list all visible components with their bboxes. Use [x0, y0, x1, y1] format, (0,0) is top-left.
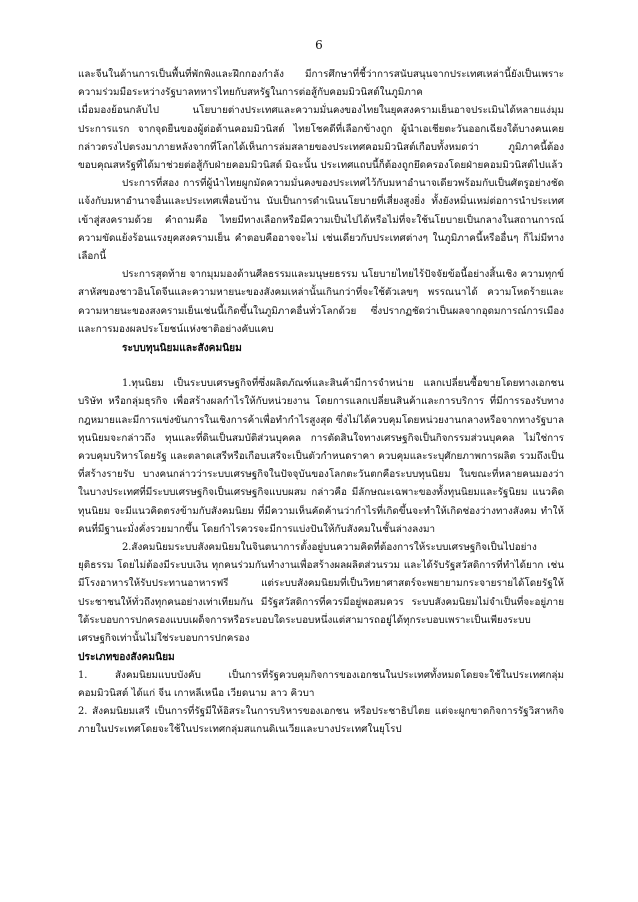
list-item-liberal-socialism: 2. สังคมนิยมเสรี เป็นการที่รัฐมีให้อิสระในการบริหารของเอกชน หรือประชาธิปไตย แต่จะผูกขาดกิจการรัฐวิสาหกิจภายในประเทศโดยจะใช้ในประเทศกลุ่มสแกนดิเนเวียและบางประเทศในยุโรป	[78, 705, 564, 736]
page-content	[78, 66, 564, 739]
page-number: 6	[315, 38, 323, 52]
section-heading-capitalism-socialism: ระบบทุนนิยมและสังคมนิยม	[122, 342, 242, 355]
section-heading-types: ประเภทของสังคมนิยม	[78, 651, 175, 664]
spacer	[78, 357, 564, 375]
paragraph-retrospective: เมื่อมองย้อนกลับไป นโยบายต่างประเทศและความมั่นคงของไทยในยุคสงครามเย็นอาจประเมินได้หลายแง่มุม ประการแรก จากจุดยืนของผู้ต่อต้านคอมมิวนิสต์ ไทยโชคดีที่เลือกข้างถูก ผู้นำเอเชียตะวันออกเฉียงใต้บางคนเคยกล่าวตรงไปตรงมาภายหลังจากที่โลกได้เห็นการล่มสลายของประเทศคอมมิวนิสต์เกือบทั้งหมดว่า ภูมิภาคนี้ต้องขอบคุณสหรัฐที่ได้มาช่วยต่อสู้กับฝ่ายคอมมิวนิสต์ มิฉะนั้น ประเทศแถบนี้ก็ต้องถูกยึดครองโดยฝ่ายคอมมิวนิสต์ไปแล้ว	[78, 105, 564, 172]
paragraph-capitalism: 1.ทุนนิยม เป็นระบบเศรษฐกิจที่ซึ่งผลิตภัณฑ์และสินค้ามีการจำหน่าย แลกเปลี่ยนซื้อขายโดยทางเอกชน บริษัท หรือกลุ่มธุรกิจ เพื่อสร้างผลกำไรให้กับหน่วยงาน โดยการแลกเปลี่ยนสินค้าและการบริการ ที่มีการรองรับทางกฎหมายและมีการแข่งขันการในเชิงการค้าเพื่อทำกำไรสูงสุด ซึ่งไม่ได้ควบคุมโดยหน่วยงานกลางหรือจากทางรัฐบาล ทุนนิยมจะกล่าวถึง ทุนและที่ดินเป็นสมบัติส่วนบุคคล การตัดสินใจทางเศรษฐกิจเป็นกิจกรรมส่วนบุคคล ไม่ใช่การควบคุมบริหารโดยรัฐ และตลาดเสรีหรือเกือบเสรีจะเป็นตัวกำหนดราคา ควบคุมและระบุศักยภาพการผลิต รวมถึงเป็นที่สร้างรายรับ บางคนกล่าวว่าระบบเศรษฐกิจในปัจจุบันของโลกตะวันตกคือระบบทุนนิยม ในขณะที่หลายคนมองว่าในบางประเทศที่มีระบบเศรษฐกิจเป็นเศรษฐกิจแบบผสม กล่าวคือ มีลักษณะเฉพาะของทั้งทุนนิยมและรัฐนิยม แนวคิดทุนนิยม จะมีแนวคิดตรงข้ามกับสังคมนิยม ที่มีความเห็นคัดค้านว่ากำไรที่เกิดขึ้นจะทำให้เกิดช่องว่างทางสังคม ทำให้คนที่มีฐานะมั่งคั่งรวยมากขึ้น โดยกำไรควรจะมีการแบ่งปันให้กับสังคมในชั้นล่างลงมา	[78, 378, 564, 535]
list-item-forced-socialism: 1. สังคมนิยมแบบบังคับ เป็นการที่รัฐควบคุมกิจการของเอกชนในประเทศทั้งหมดโดยจะใช้ในประเทศกลุ่มคอมมิวนิสต์ ได้แก่ จีน เกาหลีเหนือ เวียดนาม ลาว คิวบา	[78, 669, 564, 699]
paragraph-final-point: ประการสุดท้าย จากมุมมองด้านศีลธรรมและมนุษยธรรม นโยบายไทยไร้ปัจจัยข้อนี้อย่างสิ้นเชิง ความทุกข์สาหัสของชาวอินโดจีนและความหายนะของสังคมเหล่านั้นเกินกว่าที่จะใช้ตัวเลขๆ พรรณนาได้ ความโหดร้ายและความหายนะของสงครามเย็นเช่นนี้เกิดขึ้นในภูมิภาคอื่นทั่วโลกด้วย ซึ่งปรากฏชัดว่าเป็นผลจากอุดมการณ์การเมืองและการมองผลประโยชน์แห่งชาติอย่างคับแคบ	[78, 269, 564, 335]
paragraph-second-point: ประการที่สอง การที่ผู้นำไทยผูกมัดความมั่นคงของประเทศไว้กับมหาอำนาจเดียวพร้อมกับเป็นศัตรูอย่างชัดแจ้งกับมหาอำนาจอื่นและประเทศเพื่อนบ้าน นับเป็นการดำเนินนโยบายที่เสี่ยงสูงยิ่ง ทั้งยังหมิ่นเหม่ต่อการนำประเทศเข้าสู่สงครามด้วย คำถามคือ ไทยมีทางเลือกหรือมีความเป็นไปได้หรือไม่ที่จะใช้นโยบายเป็นกลางในสถานการณ์ความขัดแย้งร้อนแรงยุคสงครามเย็น คำตอบคืออาจจะไม่ เช่นเดียวกับประเทศต่างๆ ในภูมิภาคนี้หรืออื่นๆ ก็ไม่มีทางเลือกนี้	[78, 178, 564, 263]
paragraph-socialism: 2.สังคมนิยมระบบสังคมนิยมในจินตนาการตั้งอยู่บนความคิดที่ต้องการให้ระบบเศรษฐกิจเป็นไปอย่างยุติธรรม โดยไม่ต้องมีระบบเงิน ทุกคนร่วมกันทำงานเพื่อสร้างผลผลิตส่วนรวม และได้รับรัฐสวัสดิการที่ทำได้ยาก เช่น มีโรงอาหารให้รับประทานอาหารฟรี แต่ระบบสังคมนิยมที่เป็นวิทยาศาสตร์จะพยายามกระจายรายได้โดยรัฐให้ประชาชนให้ทั่วถึงทุกคนอย่างเท่าเทียมกัน มีรัฐสวัสดิการที่ควรมีอยู่พอสมควร ระบบสังคมนิยมไม่จำเป็นที่จะอยู่ภายใต้ระบอบการปกครองแบบเผด็จการหรือระบอบใดระบอบหนึ่งแต่สามารถอยู่ได้ทุกระบอบเพราะเป็นเพียงระบบเศรษฐกิจเท่านั้นไม่ใช่ระบอบการปกครอง	[78, 542, 564, 645]
paragraph-support-continuation: และจีนในด้านการเป็นพื้นที่พักพิงและฝึกกองกำลัง มีการศึกษาที่ชี้ว่าการสนับสนุนจากประเทศเหล่านี้ยังเป็นเพราะความร่วมมือระหว่างรัฐบาลทหารไทยกับสหรัฐในการต่อสู้กับคอมมิวนิสต์ในภูมิภาค	[78, 69, 564, 99]
